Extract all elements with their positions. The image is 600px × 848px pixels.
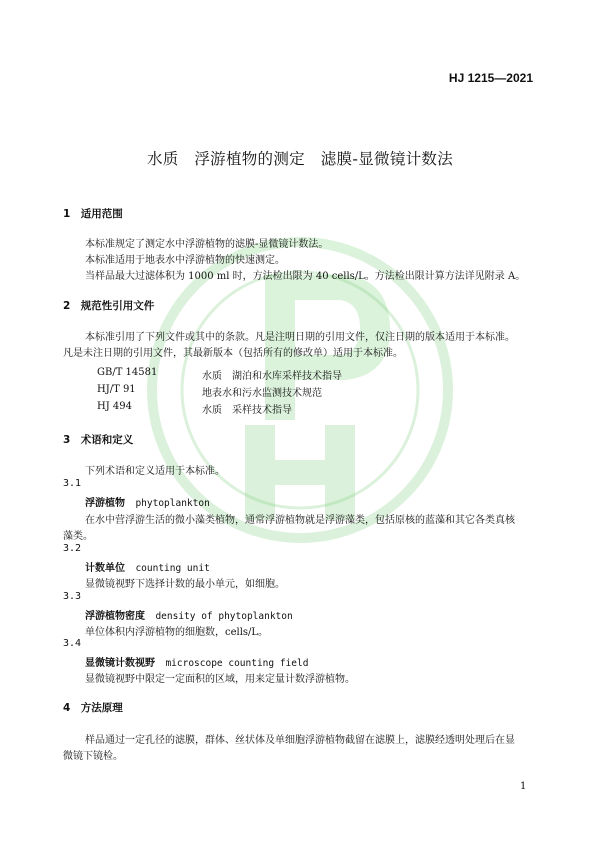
section-heading-4: 4 方法原理 (63, 702, 123, 714)
term-title (85, 654, 308, 669)
section-heading-2: 2 规范性引用文件 (63, 300, 155, 312)
paragraph: 样品通过一定孔径的滤膜，群体、丝状体及单细胞浮游植物截留在滤膜上，滤膜经透明处理后在显 (85, 735, 515, 746)
reference-name: 地表水和污水监测技术规范 (202, 388, 322, 399)
page-number: 1 (520, 781, 527, 792)
term-number: 3.3 (63, 591, 82, 602)
paragraph: 本标准引用了下列文件或其中的条款。凡是注明日期的引用文件，仅注日期的版本适用于本标准。 (85, 332, 515, 343)
term-zh: 浮游植物密度 (85, 611, 145, 622)
reference-name: 水质 采样技术指导 (202, 405, 292, 416)
term-number: 3.2 (63, 543, 82, 554)
paragraph: 本标准规定了测定水中浮游植物的滤膜-显微镜计数法。 (85, 239, 329, 250)
reference-name: 水质 湖泊和水库采样技术指导 (202, 371, 342, 382)
term-en: phytoplankton (135, 498, 210, 509)
section-heading-3: 3 术语和定义 (63, 434, 134, 446)
paragraph: 下列术语和定义适用于本标准。 (85, 466, 225, 477)
paragraph: 微镜下镜检。 (63, 751, 123, 762)
term-en: microscope counting field (165, 658, 309, 669)
reference-code: HJ 494 (97, 401, 132, 412)
term-definition: 单位体积内浮游植物的细胞数，cells/L。 (85, 627, 269, 638)
term-number: 3.4 (63, 638, 82, 649)
term-en: counting unit (135, 563, 210, 574)
term-definition: 藻类。 (63, 531, 93, 542)
section-heading-1: 1 适用范围 (63, 208, 123, 220)
paragraph: 当样品最大过滤体积为 1000 ml 时，方法检出限为 40 cells/L。方法检出限计算方法详见附录 A。 (85, 271, 526, 282)
term-definition: 在水中营浮游生活的微小藻类植物，通常浮游植物就是浮游藻类，包括原核的蓝藻和其它各类真核 (85, 515, 515, 526)
term-zh: 浮游植物 (85, 498, 125, 509)
term-title (85, 494, 210, 509)
term-definition: 显微镜视野中限定一定面积的区域，用来定量计数浮游植物。 (85, 674, 355, 685)
document-title: 水质 浮游植物的测定 滤膜-显微镜计数法 (146, 150, 454, 168)
standard-number: HJ 1215—2021 (448, 71, 533, 85)
term-title (85, 559, 210, 574)
term-definition: 显微镜视野下选择计数的最小单元，如细胞。 (85, 579, 285, 590)
paragraph: 凡是未注日期的引用文件，其最新版本（包括所有的修改单）适用于本标准。 (63, 348, 403, 359)
term-zh: 计数单位 (85, 563, 125, 574)
term-title (85, 607, 293, 622)
term-zh: 显微镜计数视野 (85, 658, 155, 669)
paragraph: 本标准适用于地表水中浮游植物的快速测定。 (85, 255, 285, 266)
term-number: 3.1 (63, 478, 82, 489)
reference-code: GB/T 14581 (97, 367, 158, 378)
reference-code: HJ/T 91 (97, 384, 136, 395)
term-en: density of phytoplankton (155, 611, 293, 622)
